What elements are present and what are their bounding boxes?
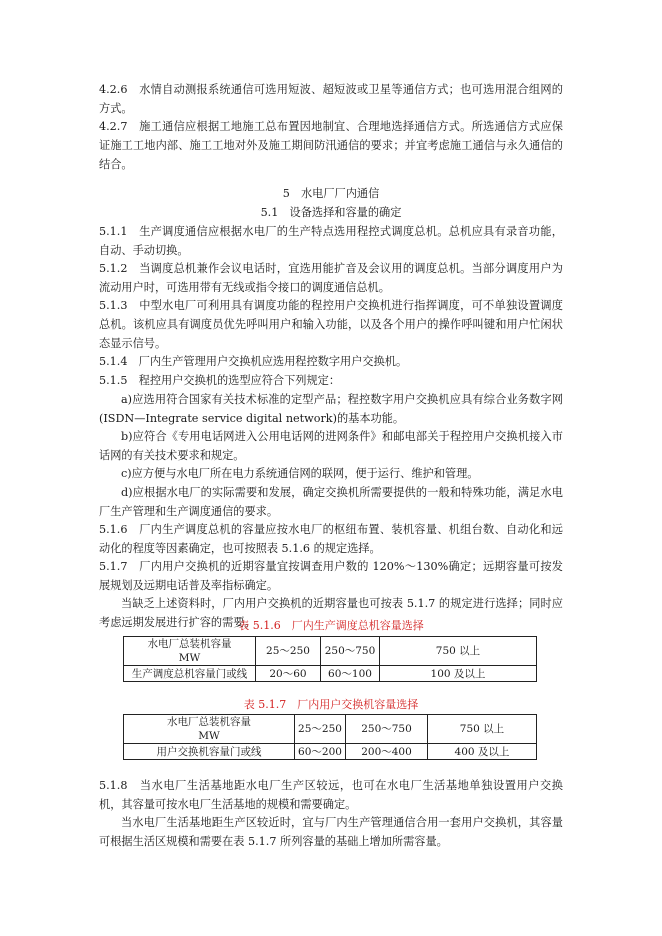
clause-5-1-2: 5.1.2 当调度总机兼作会议电话时，宜选用能扩音及会议用的调度总机。当部分调度用户为流动用户时，可选用带有无线或指令接口的调度通信总机。 (99, 262, 563, 294)
table-header-cell (124, 715, 295, 744)
table-5-1-7-caption: 表 5.1.7 厂内用户交换机容量选择 (243, 698, 419, 711)
table-col-header: 250～750 (346, 715, 428, 744)
table-col-header: 750 以上 (380, 637, 537, 666)
table-5-1-7 (123, 714, 537, 760)
table-row-label: 生产调度总机容量门或线 (124, 666, 256, 682)
table-cell: 60～100 (321, 666, 380, 682)
table-5-1-6-caption: 表 5.1.6 厂内生产调度总机容量选择 (238, 619, 424, 632)
table-row-label: 用户交换机容量门或线 (124, 744, 295, 760)
clause-5-1-4: 5.1.4 厂内生产管理用户交换机应选用程控数字用户交换机。 (99, 355, 408, 368)
clause-5-1-5: 5.1.5 程控用户交换机的选型应符合下列规定： (99, 374, 341, 387)
table-cell: 400 及以上 (428, 744, 537, 760)
chapter-title: 5 水电厂厂内通信 (282, 187, 380, 200)
table-header-cell (124, 637, 256, 666)
clause-4-2-7: 4.2.7 施工通信应根据工地施工总布置因地制宜、合理地选择通信方式。所选通信方式应保证施工工地内部、施工工地对外及施工期间防汛通信的要求；并宜考虑施工通信与永久通信的结合。 (99, 120, 563, 171)
table-5-1-6 (123, 636, 537, 682)
table-col-header: 250～750 (321, 637, 380, 666)
clause-5-1-5-c: c)应方便与水电厂所在电力系统通信网的联网，便于运行、维护和管理。 (121, 467, 479, 480)
clause-5-1-6: 5.1.6 厂内生产调度总机的容量应按水电厂的枢纽布置、装机容量、机组台数、自动化和远动化的程度等因素确定，也可按照表 5.1.6 的规定选择。 (99, 523, 563, 555)
clause-5-1-8-note: 当水电厂生活基地距生产区较近时，宜与厂内生产管理通信合用一套用户交换机，其容量可根据生活区规模和需要在表 5.1.7 所列容量的基础上增加所需容量。 (99, 816, 563, 848)
clause-5-1-7: 5.1.7 厂内用户交换机的近期容量宜按调查用户数的 120%～130%确定；远期容量可按发展规划及远期电话普及率指标确定。 (99, 560, 563, 592)
clause-5-1-5-a: a)应选用符合国家有关技术标准的定型产品；程控数字用户交换机应具有综合业务数字网(ISDN—Integrate service digital network)的基本功能。 (99, 393, 563, 425)
table-col-header: 25～250 (295, 715, 346, 744)
table-col-header: 750 以上 (428, 715, 537, 744)
clause-5-1-1: 5.1.1 生产调度通信应根据水电厂的生产特点选用程控式调度总机。总机应具有录音功能，自动、手动切换。 (99, 225, 563, 257)
header-label: 水电厂总装机容量 (167, 716, 251, 728)
table-cell: 200～400 (346, 744, 428, 760)
clause-5-1-8: 5.1.8 当水电厂生活基地距水电厂生产区较远，也可在水电厂生活基地单独设置用户交换机，其容量可按水电厂生活基地的规模和需要确定。 (99, 779, 563, 811)
header-unit: MW (198, 730, 220, 742)
section-title: 5.1 设备选择和容量的确定 (260, 206, 402, 219)
clause-5-1-5-b: b)应符合《专用电话网进入公用电话网的进网条件》和邮电部关于程控用户交换机接入市话网的有关技术要求和规定。 (99, 430, 563, 462)
clause-5-1-7-note: 当缺乏上述资料时，厂内用户交换机的近期容量也可按表 5.1.7 的规定进行选择；同时应考虑远期发展进行扩容的需要。 (99, 597, 563, 629)
table-cell: 60～200 (295, 744, 346, 760)
header-unit: MW (178, 652, 201, 664)
clause-5-1-5-d: d)应根据水电厂的实际需要和发展，确定交换机所需要提供的一般和特殊功能，满足水电厂生产管理和生产调度通信的要求。 (99, 486, 563, 518)
clause-4-2-6: 4.2.6 水情自动测报系统通信可选用短波、超短波或卫星等通信方式；也可选用混合组网的方式。 (99, 83, 563, 115)
table-cell: 100 及以上 (380, 666, 537, 682)
table-col-header: 25～250 (256, 637, 321, 666)
clause-5-1-3: 5.1.3 中型水电厂可利用具有调度功能的程控用户交换机进行指挥调度，可不单独设置调度总机。该机应具有调度员优先呼叫用户和输入功能，以及各个用户的操作呼叫键和用户忙闲状态显示信号。 (99, 299, 563, 350)
table-cell: 20～60 (256, 666, 321, 682)
header-label: 水电厂总装机容量 (147, 638, 232, 650)
